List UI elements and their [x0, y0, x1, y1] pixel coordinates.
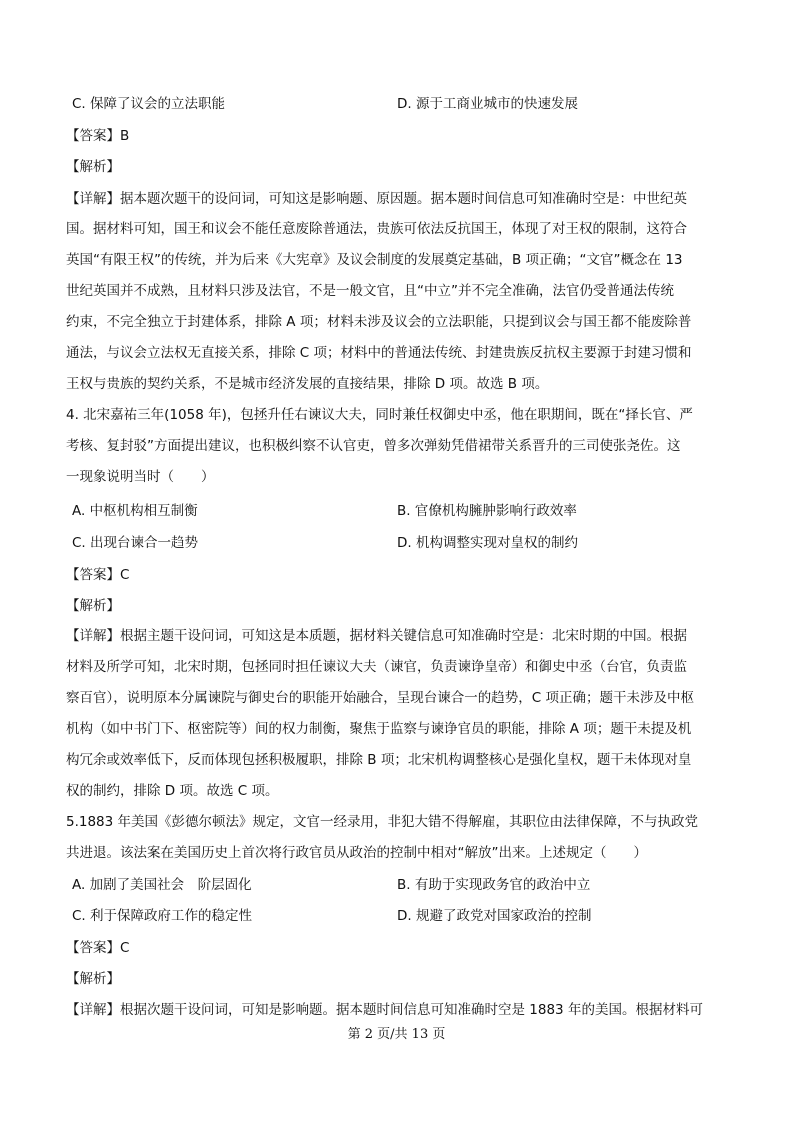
- q3-detail-line: 世纪英国并不成熟，且材料只涉及法官，不是一般文官，且“中立”并不完全准确，法官仍受普通法传统: [66, 283, 674, 299]
- q3-answer: 【答案】B: [66, 128, 130, 144]
- q4-detail-line: 构冗余或效率低下，反而体现包拯积极履职，排除 B 项；北宋机构调整核心是强化皇权，题干未体现对皇: [66, 752, 692, 768]
- q4-stem-line: 4. 北宋嘉祐三年(1058 年)，包拯升任右谏议大夫，同时兼任权御史中丞，他在职期间，既在“择长官、严: [66, 407, 693, 423]
- q5-option-a: A. 加剧了美国社会 阶层固化: [72, 877, 252, 893]
- q5-option-c: C. 利于保障政府工作的稳定性: [72, 908, 253, 924]
- q4-option-a: A. 中枢机构相互制衡: [72, 503, 198, 519]
- q3-option-c: C. 保障了议会的立法职能: [72, 96, 226, 112]
- q3-option-d: D. 源于工商业城市的快速发展: [397, 96, 578, 112]
- q5-stem-line: 5.1883 年美国《彭德尔顿法》规定，文官一经录用，非犯大错不得解雇，其职位由法律保障，不与执政党: [66, 814, 699, 830]
- q5-analysis-label: 【解析】: [66, 971, 120, 987]
- q4-detail-line: 【详解】根据主题干设问词，可知这是本质题，据材料关键信息可知准确时空是：北宋时期的中国。根据: [66, 628, 687, 644]
- q4-stem-line: 考核、复封驳”方面提出建议，也积极纠察不认官吏，曾多次弹劾凭借裙带关系晋升的三司使张尧佐。这: [66, 438, 681, 454]
- q4-detail-line: 材料及所学可知，北宋时期，包拯同时担任谏议大夫（谏官，负责谏诤皇帝）和御史中丞（台官，负责监: [66, 659, 687, 675]
- q5-option-b: B. 有助于实现政务官的政治中立: [397, 877, 591, 893]
- q3-detail-line: 英国“有限王权”的传统，并为后来《大宪章》及议会制度的发展奠定基础，B 项正确；“文官”概念在 13: [66, 252, 683, 268]
- q5-detail-line: 【详解】根据次题干设问词，可知是影响题。据本题时间信息可知准确时空是 1883 年的美国。根据材料可: [66, 1002, 703, 1018]
- q5-option-d: D. 规避了政党对国家政治的控制: [397, 908, 592, 924]
- q5-stem-line: 共进退。该法案在美国历史上首次将行政官员从政治的控制中相对“解放”出来。上述规定（ ）: [66, 845, 647, 861]
- q4-option-d: D. 机构调整实现对皇权的制约: [397, 535, 578, 551]
- q4-answer: 【答案】C: [66, 567, 130, 583]
- page-footer: 第 2 页/共 13 页: [347, 1027, 446, 1042]
- q5-answer: 【答案】C: [66, 940, 130, 956]
- q4-detail-line: 察百官），说明原本分属谏院与御史台的职能开始融合，呈现台谏合一的趋势，C 项正确；题干未涉及中枢: [66, 690, 694, 706]
- q3-detail-line: 通法，与议会立法权无直接关系，排除 C 项；材料中的普通法传统、封建贵族反抗权主要源于封建习惯和: [66, 345, 692, 361]
- q3-detail-line: 国。据材料可知，国王和议会不能任意废除普通法，贵族可依法反抗国王，体现了对王权的限制，这符合: [66, 221, 687, 237]
- q4-detail-line: 权的制约，排除 D 项。故选 C 项。: [66, 783, 279, 799]
- q3-detail-line: 约束，不完全独立于封建体系，排除 A 项；材料未涉及议会的立法职能，只提到议会与国王都不能废除普: [66, 314, 692, 330]
- q4-stem-line: 一现象说明当时（ ）: [66, 469, 215, 485]
- q3-detail-line: 王权与贵族的契约关系，不是城市经济发展的直接结果，排除 D 项。故选 B 项。: [66, 376, 549, 392]
- q4-detail-line: 机构（如中书门下、枢密院等）间的权力制衡，聚焦于监察与谏诤官员的职能，排除 A 项；题干未提及机: [66, 721, 692, 737]
- q4-analysis-label: 【解析】: [66, 598, 120, 614]
- q4-option-c: C. 出现台谏合一趋势: [72, 535, 199, 551]
- q4-option-b: B. 官僚机构臃肿影响行政效率: [397, 503, 577, 519]
- q3-detail-line: 【详解】据本题次题干的设问词，可知这是影响题、原因题。据本题时间信息可知准确时空是：中世纪英: [66, 191, 687, 207]
- q3-analysis-label: 【解析】: [66, 159, 120, 175]
